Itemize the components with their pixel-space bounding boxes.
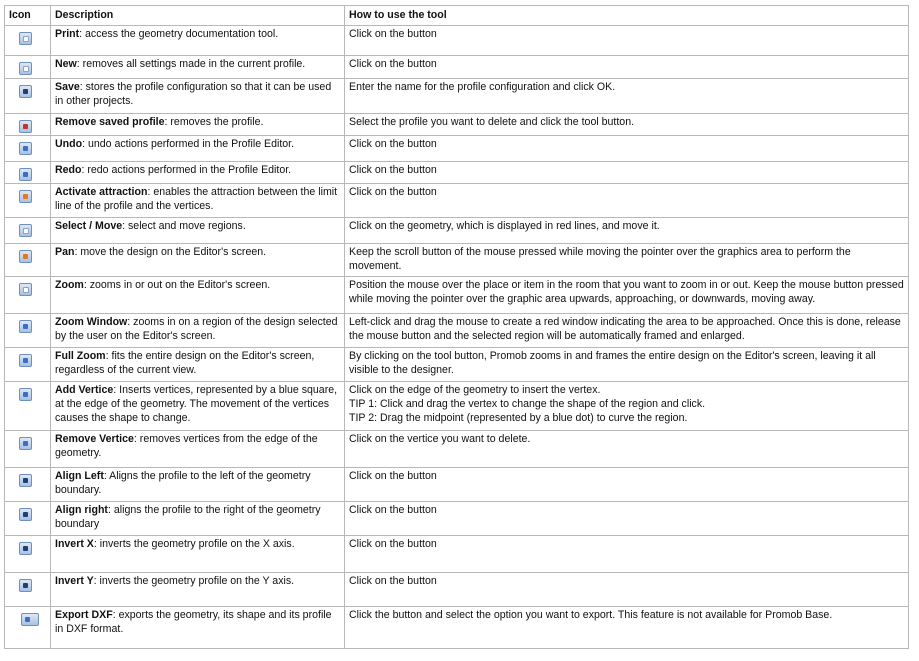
tool-name: Add Vertice bbox=[55, 384, 114, 396]
icon-cell bbox=[5, 136, 51, 162]
table-row bbox=[5, 536, 909, 573]
pan-icon bbox=[19, 250, 32, 263]
tool-description: : enables the attraction between the limit line of the profile and the vertices. bbox=[55, 186, 338, 212]
icon-cell bbox=[5, 314, 51, 348]
zoom-window-icon bbox=[19, 320, 32, 333]
table-row bbox=[5, 348, 909, 382]
how-to-cell: Click on the button bbox=[345, 468, 909, 502]
redo-icon bbox=[19, 168, 32, 181]
description-cell bbox=[51, 162, 345, 184]
table-row bbox=[5, 277, 909, 314]
tool-name: Save bbox=[55, 81, 80, 93]
how-to-cell: Select the profile you want to delete and click the tool button. bbox=[345, 114, 909, 136]
tool-name: Undo bbox=[55, 138, 83, 150]
tool-description: : redo actions performed in the Profile Editor. bbox=[81, 164, 292, 176]
export-dxf-icon bbox=[21, 613, 39, 626]
header-how-to-use: How to use the tool bbox=[345, 6, 909, 26]
tool-name: Invert X bbox=[55, 538, 94, 550]
how-to-cell: Position the mouse over the place or item in the room that you want to zoom in or out. Keep the mouse button pressed while moving the pointer over the graphic area upwards, approaching, or downwards, moving away. bbox=[345, 277, 909, 314]
how-to-cell: Click on the button bbox=[345, 502, 909, 536]
tool-name: Zoom Window bbox=[55, 316, 128, 328]
table-row bbox=[5, 218, 909, 244]
tool-name: Print bbox=[55, 28, 80, 40]
description-cell bbox=[51, 348, 345, 382]
how-to-cell: Click on the button bbox=[345, 56, 909, 79]
tool-description: : inverts the geometry profile on the Y axis. bbox=[93, 575, 295, 587]
how-to-cell: Left-click and drag the mouse to create a red window indicating the area to be approached. Once this is done, release the mouse button and the selected region will be automatically framed and enlarged. bbox=[345, 314, 909, 348]
invert-y-icon bbox=[19, 579, 32, 592]
undo-icon bbox=[19, 142, 32, 155]
description-cell bbox=[51, 573, 345, 607]
how-to-cell: Click on the vertice you want to delete. bbox=[345, 431, 909, 468]
print-icon bbox=[19, 32, 32, 45]
table-row bbox=[5, 382, 909, 431]
how-to-cell: Click on the button bbox=[345, 536, 909, 573]
icon-cell bbox=[5, 536, 51, 573]
tool-name: Export DXF bbox=[55, 609, 113, 621]
header-icon: Icon bbox=[5, 6, 51, 26]
icon-cell bbox=[5, 382, 51, 431]
remove-saved-profile-icon bbox=[19, 120, 32, 133]
how-to-text: Click on the edge of the geometry to insert the vertex. bbox=[349, 384, 601, 396]
table-row bbox=[5, 607, 909, 649]
tool-description: : zooms in or out on the Editor's screen. bbox=[83, 279, 271, 291]
tool-description: : exports the geometry, its shape and its profile in DXF format. bbox=[55, 609, 332, 635]
description-cell bbox=[51, 607, 345, 649]
tool-description: : removes all settings made in the current profile. bbox=[76, 58, 306, 70]
tool-description: : removes vertices from the edge of the geometry. bbox=[55, 433, 318, 459]
header-description: Description bbox=[51, 6, 345, 26]
tool-description: : access the geometry documentation tool. bbox=[79, 28, 279, 40]
tool-name: Full Zoom bbox=[55, 350, 106, 362]
tool-description: : Aligns the profile to the left of the geometry boundary. bbox=[55, 470, 311, 496]
tool-name: Align Left bbox=[55, 470, 104, 482]
description-cell bbox=[51, 114, 345, 136]
tool-name: Zoom bbox=[55, 279, 84, 291]
description-cell bbox=[51, 502, 345, 536]
table-row bbox=[5, 431, 909, 468]
tip-text: TIP 1: Click and drag the vertex to change the shape of the region and click. bbox=[349, 398, 706, 410]
tool-name: Invert Y bbox=[55, 575, 94, 587]
how-to-cell: Click on the button bbox=[345, 26, 909, 56]
icon-cell bbox=[5, 184, 51, 218]
add-vertice-icon bbox=[19, 388, 32, 401]
table-row bbox=[5, 114, 909, 136]
description-cell bbox=[51, 277, 345, 314]
tool-name: Select / Move bbox=[55, 220, 123, 232]
tool-name: Activate attraction bbox=[55, 186, 148, 198]
table-row bbox=[5, 136, 909, 162]
tool-description: : move the design on the Editor's screen. bbox=[74, 246, 267, 258]
how-to-cell: Enter the name for the profile configuration and click OK. bbox=[345, 79, 909, 114]
description-cell bbox=[51, 26, 345, 56]
table-row bbox=[5, 244, 909, 277]
icon-cell bbox=[5, 26, 51, 56]
tool-name: Align right bbox=[55, 504, 108, 516]
description-cell bbox=[51, 218, 345, 244]
tool-description: : removes the profile. bbox=[164, 116, 264, 128]
remove-vertice-icon bbox=[19, 437, 32, 450]
description-cell bbox=[51, 184, 345, 218]
table-row bbox=[5, 26, 909, 56]
icon-cell bbox=[5, 573, 51, 607]
table-row bbox=[5, 79, 909, 114]
tools-table bbox=[4, 5, 909, 649]
description-cell bbox=[51, 468, 345, 502]
table-row bbox=[5, 468, 909, 502]
zoom-icon bbox=[19, 283, 32, 296]
full-zoom-icon bbox=[19, 354, 32, 367]
icon-cell bbox=[5, 162, 51, 184]
description-cell bbox=[51, 314, 345, 348]
new-document-icon bbox=[19, 62, 32, 75]
description-cell bbox=[51, 382, 345, 431]
how-to-cell: Click on the button bbox=[345, 162, 909, 184]
how-to-cell: Click the button and select the option you want to export. This feature is not available for Promob Base. bbox=[345, 607, 909, 649]
invert-x-icon bbox=[19, 542, 32, 555]
icon-cell bbox=[5, 218, 51, 244]
tool-name: Remove Vertice bbox=[55, 433, 134, 445]
icon-cell bbox=[5, 468, 51, 502]
align-right-icon bbox=[19, 508, 32, 521]
icon-cell bbox=[5, 244, 51, 277]
description-cell bbox=[51, 536, 345, 573]
icon-cell bbox=[5, 114, 51, 136]
tool-description: : aligns the profile to the right of the geometry boundary bbox=[55, 504, 321, 530]
align-left-icon bbox=[19, 474, 32, 487]
table-row bbox=[5, 573, 909, 607]
tool-description: : fits the entire design on the Editor's screen, regardless of the current view. bbox=[55, 350, 315, 376]
table-row bbox=[5, 314, 909, 348]
how-to-cell: By clicking on the tool button, Promob zooms in and frames the entire design on the Editor's screen, leaving it all visible to the designer. bbox=[345, 348, 909, 382]
tool-description: : inverts the geometry profile on the X axis. bbox=[93, 538, 295, 550]
how-to-cell bbox=[345, 382, 909, 431]
save-icon bbox=[19, 85, 32, 98]
icon-cell bbox=[5, 79, 51, 114]
select-move-icon bbox=[19, 224, 32, 237]
tool-description: : stores the profile configuration so that it can be used in other projects. bbox=[55, 81, 332, 107]
table-row bbox=[5, 56, 909, 79]
how-to-cell: Keep the scroll button of the mouse pressed while moving the pointer over the graphics area to perform the movement. bbox=[345, 244, 909, 277]
tip-text: TIP 2: Drag the midpoint (represented by a blue dot) to curve the region. bbox=[349, 412, 688, 424]
icon-cell bbox=[5, 502, 51, 536]
tool-name: Remove saved profile bbox=[55, 116, 165, 128]
tool-description: : zooms in on a region of the design selected by the user on the Editor's screen. bbox=[55, 316, 338, 342]
how-to-cell: Click on the button bbox=[345, 136, 909, 162]
how-to-cell: Click on the geometry, which is displayed in red lines, and move it. bbox=[345, 218, 909, 244]
table-row bbox=[5, 184, 909, 218]
activate-attraction-icon bbox=[19, 190, 32, 203]
header-row bbox=[5, 6, 909, 26]
icon-cell bbox=[5, 607, 51, 649]
how-to-cell: Click on the button bbox=[345, 184, 909, 218]
icon-cell bbox=[5, 56, 51, 79]
tool-description: : select and move regions. bbox=[122, 220, 246, 232]
tool-name: Redo bbox=[55, 164, 82, 176]
description-cell bbox=[51, 136, 345, 162]
tool-name: Pan bbox=[55, 246, 75, 258]
table-row bbox=[5, 162, 909, 184]
description-cell bbox=[51, 431, 345, 468]
description-cell bbox=[51, 56, 345, 79]
icon-cell bbox=[5, 277, 51, 314]
description-cell bbox=[51, 244, 345, 277]
tool-name: New bbox=[55, 58, 77, 70]
description-cell bbox=[51, 79, 345, 114]
table-row bbox=[5, 502, 909, 536]
tool-description: : undo actions performed in the Profile Editor. bbox=[82, 138, 295, 150]
icon-cell bbox=[5, 431, 51, 468]
how-to-cell: Click on the button bbox=[345, 573, 909, 607]
icon-cell bbox=[5, 348, 51, 382]
tool-description: : Inserts vertices, represented by a blue square, at the edge of the geometry. The movement of the vertices causes the shape to change. bbox=[55, 384, 338, 424]
